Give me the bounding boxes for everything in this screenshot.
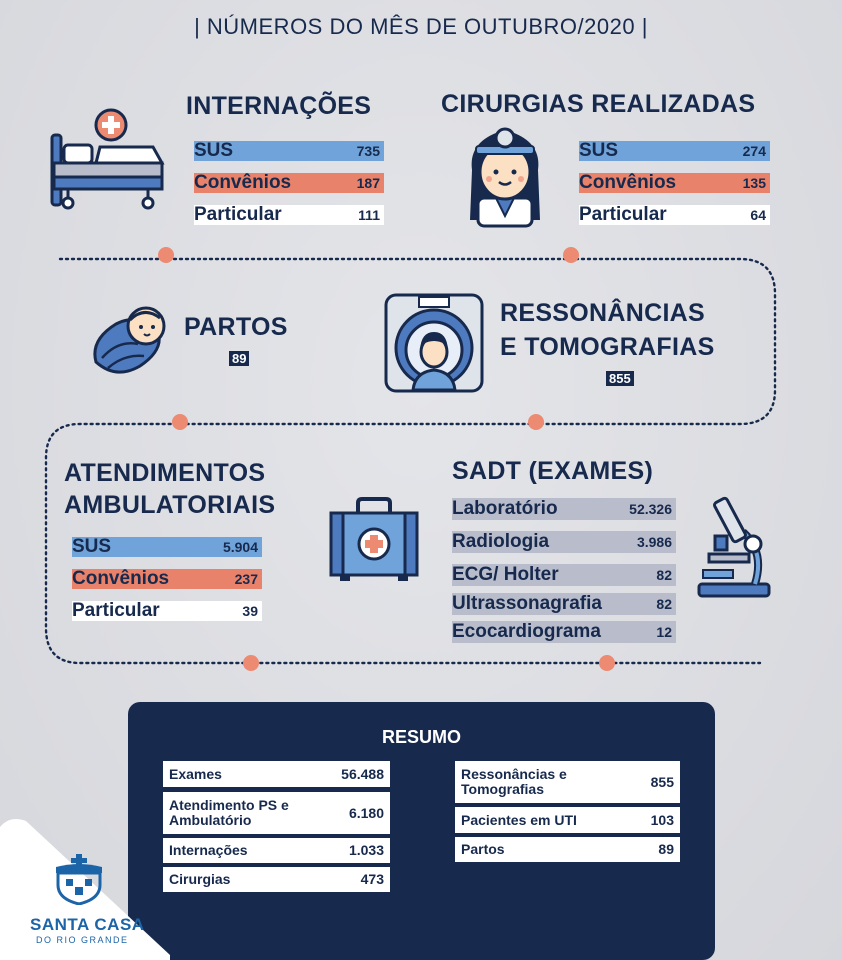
row-value: 56.488 — [341, 765, 384, 782]
connector-dot — [172, 414, 188, 430]
resumo-row — [455, 761, 680, 803]
ressonancias-title-line2: E TOMOGRAFIAS — [500, 333, 715, 361]
row-value: 82 — [656, 567, 672, 583]
row-value: 237 — [234, 571, 258, 587]
row-label: Convênios — [194, 172, 292, 193]
resumo-row — [455, 837, 680, 862]
resumo-title: RESUMO — [381, 727, 461, 747]
logo-name: SANTA CASA — [30, 915, 145, 934]
internacoes-convenios-row — [194, 173, 384, 193]
ambulatoriais-title-line1: ATENDIMENTOS — [64, 459, 266, 487]
row-label: Cirurgias — [169, 871, 231, 887]
ressonancias-value-badge: 855 — [606, 371, 634, 386]
connector-dot — [243, 655, 259, 671]
doctor-icon — [462, 120, 548, 228]
sadt-title: SADT (EXAMES) — [452, 457, 654, 485]
row-value: 12 — [656, 624, 672, 640]
row-label: Pacientes em UTI — [461, 811, 577, 828]
row-value: 39 — [242, 603, 258, 619]
connector-dot — [158, 247, 174, 263]
cirurgias-sus-row — [579, 141, 770, 161]
sadt-row — [452, 498, 676, 520]
row-label: SUS — [72, 536, 112, 557]
medical-kit-icon — [328, 497, 420, 583]
ambulatoriais-convenios-row — [72, 569, 262, 589]
row-label: Ultrassonagrafia — [452, 593, 602, 614]
page-title: | NÚMEROS DO MÊS DE OUTUBRO/2020 | — [194, 14, 648, 39]
row-value: 5.904 — [222, 539, 258, 555]
row-label: Partos — [461, 841, 505, 857]
row-label: Ressonâncias e Tomografias — [461, 766, 567, 797]
cirurgias-particular-row — [579, 205, 770, 225]
row-label: Atendimento PS e Ambulatório — [169, 797, 289, 828]
ambulatoriais-sus-row — [72, 537, 262, 557]
internacoes-sus-row — [194, 141, 384, 161]
row-label: Laboratório — [452, 498, 558, 519]
row-value: 103 — [650, 811, 674, 828]
resumo-row — [163, 761, 390, 787]
hospital-bed-icon — [48, 105, 173, 210]
row-value: 3.986 — [636, 534, 672, 550]
sadt-row — [452, 593, 676, 615]
row-value: 89 — [658, 841, 674, 857]
resumo-row — [163, 838, 390, 863]
internacoes-particular-row — [194, 205, 384, 225]
row-value: 52.326 — [629, 501, 672, 517]
logo-subtitle: DO RIO GRANDE — [36, 935, 129, 945]
resumo-row — [455, 807, 680, 833]
row-label: SUS — [194, 140, 234, 161]
connector-dot — [599, 655, 615, 671]
row-value: 6.180 — [348, 804, 384, 821]
cirurgias-convenios-row — [579, 173, 770, 193]
ressonancias-title-line1: RESSONÂNCIAS — [500, 299, 706, 327]
santa-casa-logo-icon — [54, 853, 104, 905]
row-value: 473 — [360, 871, 384, 887]
row-value: 64 — [750, 207, 766, 223]
connector-dot — [563, 247, 579, 263]
ambulatoriais-particular-row — [72, 601, 262, 621]
mri-scanner-icon — [383, 292, 485, 394]
row-value: 111 — [358, 207, 380, 223]
partos-value-badge: 89 — [229, 351, 249, 366]
connector-dot — [528, 414, 544, 430]
cirurgias-title: CIRURGIAS REALIZADAS — [441, 90, 756, 118]
row-value: 855 — [650, 773, 674, 790]
microscope-icon — [693, 492, 775, 600]
sadt-row — [452, 621, 676, 643]
row-label: Particular — [72, 600, 160, 621]
row-value: 274 — [742, 143, 766, 159]
row-label: Exames — [169, 765, 222, 782]
row-value: 735 — [356, 143, 380, 159]
row-label: Convênios — [579, 172, 677, 193]
baby-icon — [88, 300, 170, 380]
row-value: 187 — [356, 175, 380, 191]
sadt-row — [452, 564, 676, 586]
row-label: Internações — [169, 842, 248, 858]
row-value: 135 — [742, 175, 766, 191]
row-value: 82 — [656, 596, 672, 612]
internacoes-title: INTERNAÇÕES — [186, 92, 372, 120]
sadt-row — [452, 531, 676, 553]
ambulatoriais-title-line2: AMBULATORIAIS — [64, 491, 276, 519]
partos-title: PARTOS — [184, 313, 288, 341]
row-label: ECG/ Holter — [452, 564, 559, 585]
row-label: Radiologia — [452, 531, 550, 552]
row-label: Convênios — [72, 568, 170, 589]
row-label: SUS — [579, 140, 619, 161]
resumo-row — [163, 867, 390, 892]
resumo-row — [163, 792, 390, 834]
row-label: Ecocardiograma — [452, 621, 601, 642]
row-label: Particular — [579, 204, 667, 225]
row-value: 1.033 — [348, 842, 384, 858]
row-label: Particular — [194, 204, 282, 225]
